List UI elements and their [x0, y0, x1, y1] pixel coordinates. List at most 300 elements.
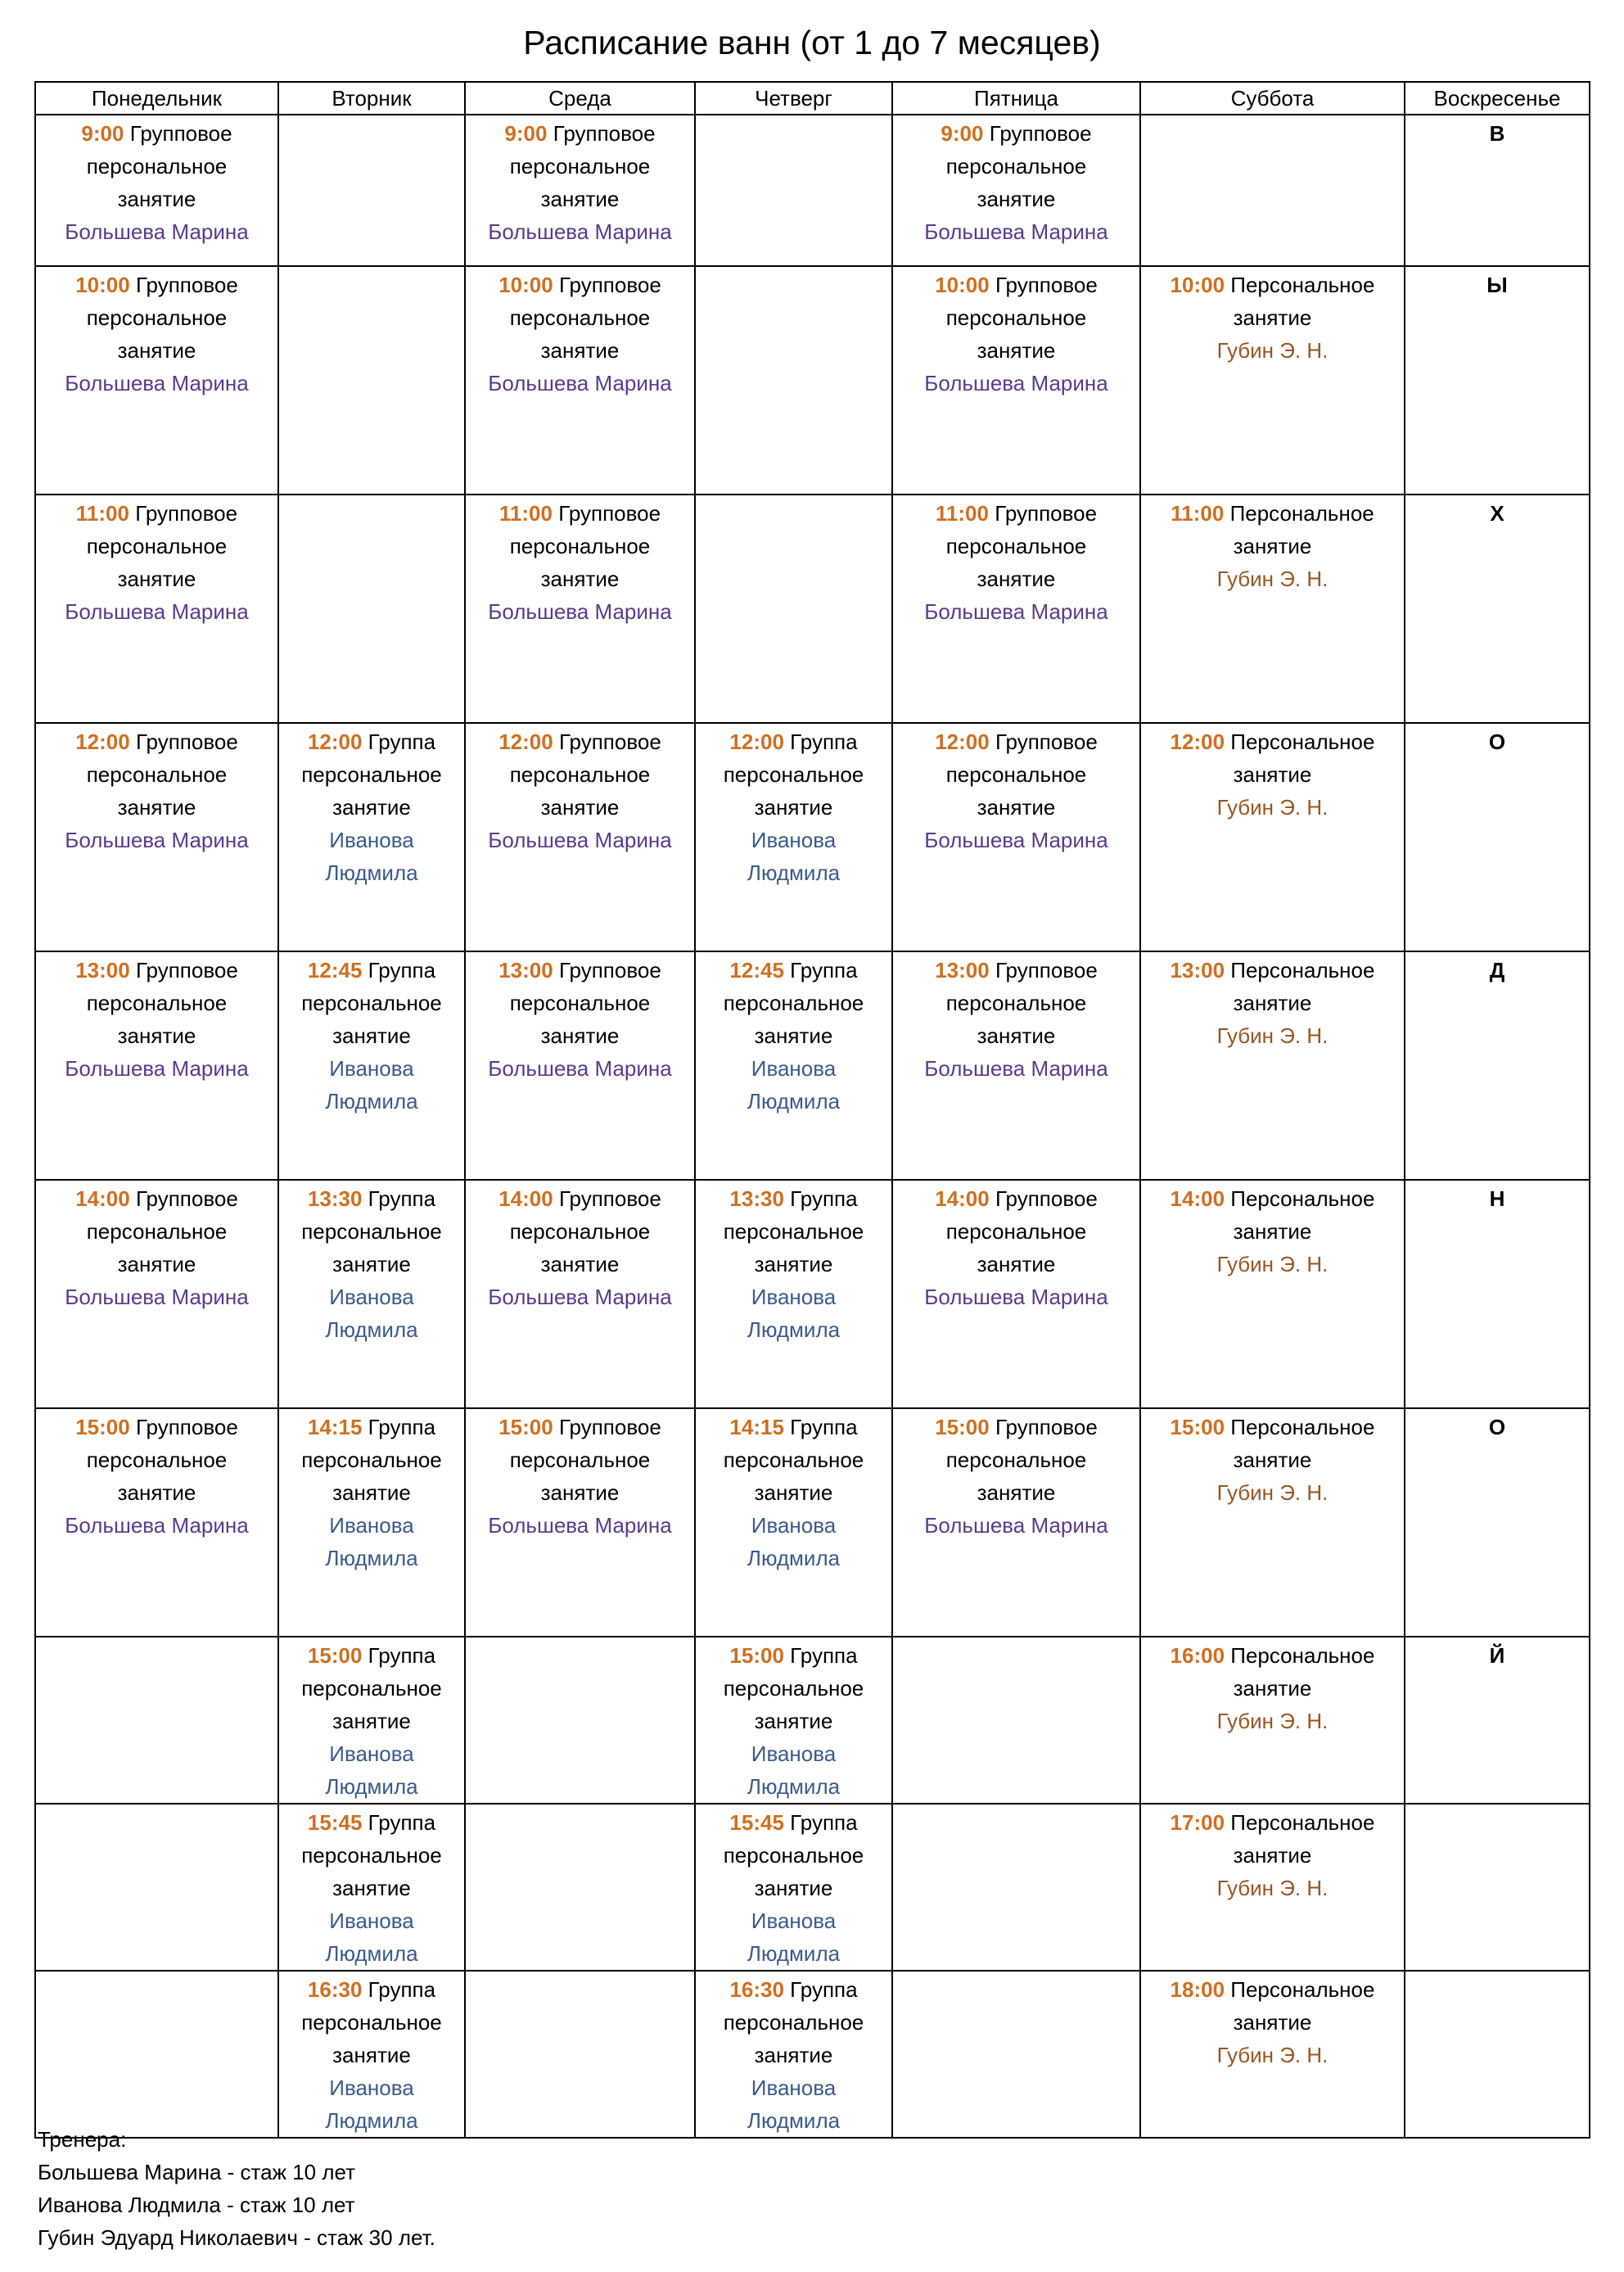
session-desc: занятие — [332, 1480, 411, 1505]
session-title-line — [1141, 1806, 1404, 1839]
session-title-line — [279, 1411, 464, 1443]
session-title-line — [466, 954, 694, 987]
session-title-line — [279, 1973, 464, 2006]
day-off-letter: Д — [1405, 951, 1590, 1180]
session-type: Персональное — [1230, 1643, 1375, 1668]
trainer-name: Иванова — [329, 1908, 414, 1933]
session-desc: занятие — [754, 795, 833, 820]
session-desc: занятие — [540, 795, 620, 820]
session-type: Групповое — [995, 273, 1098, 297]
session-type: Групповое — [135, 1186, 238, 1211]
session-cell — [278, 1180, 465, 1408]
session-desc: персональное — [86, 762, 228, 787]
session-type: Групповое — [129, 121, 232, 146]
session-cell — [465, 266, 695, 495]
session-title-line — [36, 954, 277, 987]
session-time: 14:00 — [75, 1186, 130, 1211]
session-type: Групповое — [135, 273, 238, 297]
session-desc: занятие — [1233, 1448, 1312, 1472]
session-desc: персональное — [509, 1448, 651, 1472]
session-time: 15:45 — [729, 1810, 784, 1835]
session-desc: занятие — [754, 1709, 833, 1733]
session-cell — [278, 1637, 465, 1804]
session-title-line — [1141, 954, 1404, 987]
session-time: 12:45 — [307, 958, 363, 982]
session-time: 11:00 — [1171, 501, 1225, 526]
session-cell — [892, 723, 1140, 951]
session-type: Группа — [790, 1186, 858, 1211]
trainer-name: Людмила — [747, 1546, 841, 1570]
session-time: 14:15 — [307, 1415, 363, 1439]
session-type: Персональное — [1230, 273, 1375, 297]
session-desc: занятие — [1233, 1843, 1312, 1868]
trainer-name: Людмила — [325, 1089, 418, 1113]
session-cell — [695, 1637, 892, 1804]
session-cell — [278, 1971, 465, 2138]
session-desc: персональное — [301, 1448, 442, 1472]
session-cell — [35, 115, 278, 266]
trainer-name: Большева Марина — [488, 219, 672, 244]
session-desc: занятие — [754, 1252, 833, 1276]
session-desc: занятие — [117, 795, 196, 820]
session-type: Групповое — [558, 958, 661, 982]
session-desc: персональное — [509, 762, 651, 787]
session-time: 14:00 — [498, 1186, 553, 1211]
session-desc: занятие — [977, 338, 1056, 363]
trainer-name: Большева Марина — [488, 828, 672, 852]
trainer-name: Иванова — [329, 1513, 414, 1538]
session-type: Группа — [368, 1643, 436, 1668]
session-title-line — [893, 497, 1139, 530]
session-desc: занятие — [754, 2043, 833, 2067]
session-time: 15:00 — [935, 1415, 990, 1439]
session-cell — [465, 1408, 695, 1637]
session-time: 13:30 — [307, 1186, 363, 1211]
trainer-name: Большева Марина — [924, 1513, 1108, 1538]
trainer-name: Большева Марина — [488, 371, 672, 395]
trainer-name: Большева Марина — [924, 599, 1108, 624]
session-desc: персональное — [86, 534, 228, 558]
session-title-line — [36, 269, 277, 301]
session-desc: персональное — [723, 762, 864, 787]
session-type: Группа — [368, 1977, 436, 2002]
session-cell — [695, 723, 892, 951]
header-saturday: Суббота — [1140, 82, 1405, 115]
session-type: Групповое — [989, 121, 1092, 146]
session-cell — [35, 266, 278, 495]
trainer-name: Иванова — [329, 1741, 414, 1766]
session-type: Групповое — [553, 121, 656, 146]
schedule-row — [35, 495, 1590, 723]
session-desc: занятие — [540, 1023, 620, 1048]
session-cell — [892, 266, 1140, 495]
session-desc: персональное — [945, 305, 1087, 330]
session-title-line — [1141, 1973, 1404, 2006]
trainer-name: Людмила — [325, 1317, 418, 1342]
header-tuesday: Вторник — [278, 82, 465, 115]
schedule-row — [35, 1180, 1590, 1408]
session-time: 10:00 — [1170, 273, 1225, 297]
session-cell — [35, 495, 278, 723]
session-cell — [892, 495, 1140, 723]
trainer-name: Людмила — [747, 1774, 841, 1799]
session-time: 12:45 — [729, 958, 784, 982]
session-desc: занятие — [332, 1252, 411, 1276]
session-time: 15:45 — [307, 1810, 363, 1835]
trainer-name: Людмила — [325, 2108, 418, 2133]
trainer-name: Губин Э. Н. — [1216, 795, 1329, 820]
session-desc: занятие — [540, 1252, 620, 1276]
trainer-name: Губин Э. Н. — [1216, 2043, 1329, 2067]
session-cell — [695, 951, 892, 1180]
session-desc: персональное — [509, 305, 651, 330]
session-desc: персональное — [86, 1219, 228, 1244]
session-type: Группа — [790, 1643, 858, 1668]
session-time: 10:00 — [498, 273, 553, 297]
header-monday: Понедельник — [35, 82, 278, 115]
session-type: Персональное — [1230, 1810, 1375, 1835]
session-cell — [1140, 1971, 1405, 2138]
session-desc: персональное — [723, 991, 864, 1015]
trainer-name: Губин Э. Н. — [1216, 1480, 1329, 1505]
session-cell — [1140, 1408, 1405, 1637]
session-time: 9:00 — [81, 121, 124, 146]
session-title-line — [696, 1806, 891, 1839]
session-time: 15:00 — [498, 1415, 553, 1439]
session-type: Группа — [790, 1415, 858, 1439]
session-type: Групповое — [995, 958, 1098, 982]
session-desc: занятие — [754, 1023, 833, 1048]
trainer-name: Иванова — [751, 1741, 837, 1766]
session-cell — [465, 115, 695, 266]
session-type: Группа — [368, 958, 436, 982]
session-title-line — [696, 725, 891, 758]
session-time: 11:00 — [498, 501, 553, 526]
session-title-line — [279, 725, 464, 758]
session-cell — [892, 1180, 1140, 1408]
session-time: 12:00 — [75, 729, 130, 754]
session-cell — [35, 723, 278, 951]
trainer-name: Иванова — [751, 2076, 837, 2100]
trainer-info-gubin: Губин Эдуард Николаевич - стаж 30 лет. — [38, 2225, 435, 2250]
trainer-name: Иванова — [751, 1513, 837, 1538]
schedule-row — [35, 266, 1590, 495]
session-desc: персональное — [945, 991, 1087, 1015]
day-off-letter: Й — [1405, 1637, 1590, 1804]
session-title-line — [466, 725, 694, 758]
session-title-line — [696, 1973, 891, 2006]
empty-cell — [465, 1804, 695, 1971]
session-desc: персональное — [509, 154, 651, 178]
day-off-letter: О — [1405, 723, 1590, 951]
trainer-name: Большева Марина — [65, 371, 249, 395]
schedule-row — [35, 1971, 1590, 2138]
session-time: 13:00 — [935, 958, 990, 982]
trainer-name: Людмила — [747, 1317, 841, 1342]
trainer-name: Большева Марина — [65, 1513, 249, 1538]
session-desc: занятие — [977, 1023, 1056, 1048]
session-cell — [1140, 1637, 1405, 1804]
header-row — [35, 82, 1590, 115]
session-desc: занятие — [117, 187, 196, 211]
trainer-name: Иванова — [329, 1285, 414, 1309]
session-title-line — [36, 117, 277, 150]
session-title-line — [696, 954, 891, 987]
session-cell — [695, 1408, 892, 1637]
trainer-name: Большева Марина — [924, 371, 1108, 395]
schedule-row — [35, 951, 1590, 1180]
session-title-line — [696, 1182, 891, 1215]
session-desc: персональное — [509, 534, 651, 558]
session-type: Групповое — [995, 1186, 1098, 1211]
session-title-line — [466, 1411, 694, 1443]
session-cell — [278, 1408, 465, 1637]
session-type: Группа — [368, 1186, 436, 1211]
session-desc: персональное — [86, 154, 228, 178]
session-title-line — [893, 1411, 1139, 1443]
session-cell — [465, 1180, 695, 1408]
session-time: 17:00 — [1170, 1810, 1225, 1835]
session-desc: занятие — [977, 1252, 1056, 1276]
day-off-letter: Х — [1405, 495, 1590, 723]
session-desc: персональное — [86, 305, 228, 330]
session-time: 12:00 — [1170, 729, 1225, 754]
session-time: 14:00 — [935, 1186, 990, 1211]
trainer-name: Большева Марина — [488, 1513, 672, 1538]
session-type: Персональное — [1230, 1186, 1375, 1211]
header-wednesday: Среда — [465, 82, 695, 115]
session-desc: персональное — [301, 1219, 442, 1244]
trainer-name: Людмила — [325, 860, 418, 885]
session-time: 15:00 — [307, 1643, 363, 1668]
session-desc: персональное — [945, 762, 1087, 787]
empty-cell — [278, 266, 465, 495]
trainer-name: Людмила — [747, 1089, 841, 1113]
empty-cell — [892, 1804, 1140, 1971]
session-desc: персональное — [945, 154, 1087, 178]
session-type: Групповое — [558, 501, 661, 526]
session-desc: занятие — [332, 2043, 411, 2067]
trainer-name: Губин Э. Н. — [1216, 567, 1329, 591]
session-title-line — [1141, 1639, 1404, 1672]
session-time: 14:00 — [1170, 1186, 1225, 1211]
schedule-table — [34, 81, 1590, 2139]
session-desc: занятие — [1233, 991, 1312, 1015]
trainers-footer — [38, 2123, 435, 2254]
day-off-letter: О — [1405, 1408, 1590, 1637]
session-time: 15:00 — [729, 1643, 784, 1668]
session-type: Групповое — [995, 1415, 1098, 1439]
session-desc: занятие — [977, 1480, 1056, 1505]
session-title-line — [279, 1182, 464, 1215]
session-time: 11:00 — [75, 501, 129, 526]
session-title-line — [466, 497, 694, 530]
schedule-row — [35, 115, 1590, 266]
session-desc: персональное — [301, 2010, 442, 2035]
trainer-name: Большева Марина — [924, 828, 1108, 852]
session-title-line — [893, 954, 1139, 987]
trainer-name: Иванова — [751, 828, 837, 852]
trainer-name: Губин Э. Н. — [1216, 1876, 1329, 1900]
session-desc: занятие — [1233, 762, 1312, 787]
session-type: Персональное — [1230, 1977, 1375, 2002]
session-time: 13:00 — [498, 958, 553, 982]
session-time: 13:00 — [75, 958, 130, 982]
trainer-name: Иванова — [751, 1056, 837, 1081]
session-cell — [695, 1804, 892, 1971]
session-time: 9:00 — [504, 121, 548, 146]
trainer-name: Людмила — [747, 2108, 841, 2133]
session-title-line — [893, 725, 1139, 758]
session-cell — [695, 1971, 892, 2138]
trainer-name: Людмила — [747, 1941, 841, 1966]
session-time: 11:00 — [935, 501, 989, 526]
trainer-name: Большева Марина — [488, 1285, 672, 1309]
trainer-info-ivanova: Иванова Людмила - стаж 10 лет — [38, 2193, 355, 2217]
trainer-name: Людмила — [325, 1941, 418, 1966]
session-type: Групповое — [995, 729, 1098, 754]
session-desc: занятие — [332, 1709, 411, 1733]
session-desc: занятие — [332, 1023, 411, 1048]
session-desc: персональное — [723, 1676, 864, 1701]
session-time: 10:00 — [935, 273, 990, 297]
session-desc: персональное — [301, 1843, 442, 1868]
schedule-row — [35, 1804, 1590, 1971]
session-title-line — [893, 117, 1139, 150]
session-time: 12:00 — [307, 729, 363, 754]
session-title-line — [1141, 725, 1404, 758]
session-cell — [892, 115, 1140, 266]
trainer-name: Губин Э. Н. — [1216, 1252, 1329, 1276]
session-cell — [278, 1804, 465, 1971]
session-type: Групповое — [558, 273, 661, 297]
trainer-name: Большева Марина — [924, 219, 1108, 244]
session-type: Персональное — [1230, 1415, 1375, 1439]
trainer-name: Иванова — [751, 1285, 837, 1309]
session-title-line — [1141, 269, 1404, 301]
header-sunday: Воскресенье — [1405, 82, 1590, 115]
session-type: Групповое — [558, 1186, 661, 1211]
session-time: 16:30 — [729, 1977, 784, 2002]
session-title-line — [893, 269, 1139, 301]
empty-cell — [892, 1971, 1140, 2138]
empty-cell — [695, 266, 892, 495]
day-off-letter: Ы — [1405, 266, 1590, 495]
empty-cell — [892, 1637, 1140, 1804]
session-time: 16:00 — [1170, 1643, 1225, 1668]
trainer-name: Людмила — [325, 1546, 418, 1570]
empty-cell — [695, 115, 892, 266]
session-cell — [465, 495, 695, 723]
session-type: Групповое — [135, 501, 238, 526]
trainers-heading: Тренера: — [38, 2127, 127, 2152]
session-type: Группа — [790, 958, 858, 982]
session-desc: занятие — [1233, 305, 1312, 330]
session-time: 14:15 — [729, 1415, 784, 1439]
session-desc: персональное — [509, 1219, 651, 1244]
header-friday: Пятница — [892, 82, 1140, 115]
session-title-line — [279, 1639, 464, 1672]
session-desc: занятие — [117, 1023, 196, 1048]
session-type: Группа — [790, 1810, 858, 1835]
session-time: 9:00 — [941, 121, 984, 146]
session-title-line — [36, 1182, 277, 1215]
session-title-line — [1141, 497, 1404, 530]
day-off-letter: Н — [1405, 1180, 1590, 1408]
session-desc: персональное — [945, 1448, 1087, 1472]
trainer-info-bolsheva: Большева Марина - стаж 10 лет — [38, 2160, 356, 2184]
session-desc: персональное — [723, 2010, 864, 2035]
session-cell — [278, 723, 465, 951]
session-time: 13:30 — [729, 1186, 784, 1211]
session-desc: занятие — [754, 1876, 833, 1900]
session-time: 15:00 — [1170, 1415, 1225, 1439]
session-cell — [1140, 723, 1405, 951]
session-time: 12:00 — [729, 729, 784, 754]
session-desc: занятие — [977, 567, 1056, 591]
session-desc: занятие — [117, 1480, 196, 1505]
session-type: Групповое — [135, 1415, 238, 1439]
session-desc: занятие — [1233, 1219, 1312, 1244]
session-cell — [1140, 266, 1405, 495]
session-time: 13:00 — [1170, 958, 1225, 982]
session-type: Групповое — [995, 501, 1098, 526]
session-title-line — [466, 117, 694, 150]
session-desc: занятие — [540, 187, 620, 211]
trainer-name: Большева Марина — [924, 1285, 1108, 1309]
session-cell — [35, 951, 278, 1180]
trainer-name: Большева Марина — [65, 599, 249, 624]
trainer-name: Иванова — [751, 1908, 837, 1933]
session-cell — [892, 1408, 1140, 1637]
session-desc: занятие — [1233, 1676, 1312, 1701]
session-type: Персональное — [1229, 501, 1374, 526]
session-type: Группа — [368, 1415, 436, 1439]
schedule-row — [35, 1408, 1590, 1637]
trainer-name: Людмила — [747, 860, 841, 885]
session-title-line — [36, 497, 277, 530]
session-desc: занятие — [332, 795, 411, 820]
session-time: 12:00 — [498, 729, 553, 754]
schedule-row — [35, 1637, 1590, 1804]
session-desc: занятие — [117, 338, 196, 363]
session-desc: персональное — [945, 1219, 1087, 1244]
session-cell — [35, 1408, 278, 1637]
trainer-name: Большева Марина — [488, 599, 672, 624]
session-title-line — [466, 1182, 694, 1215]
session-desc: персональное — [86, 1448, 228, 1472]
trainer-name: Большева Марина — [488, 1056, 672, 1081]
session-cell — [892, 951, 1140, 1180]
session-time: 15:00 — [75, 1415, 130, 1439]
session-desc: персональное — [301, 991, 442, 1015]
session-title-line — [466, 269, 694, 301]
session-desc: занятие — [1233, 534, 1312, 558]
session-cell — [465, 723, 695, 951]
session-title-line — [1141, 1182, 1404, 1215]
session-type: Персональное — [1230, 958, 1375, 982]
session-desc: занятие — [117, 1252, 196, 1276]
session-type: Групповое — [558, 1415, 661, 1439]
session-title-line — [279, 1806, 464, 1839]
session-cell — [1140, 1180, 1405, 1408]
day-off-letter — [1405, 1804, 1590, 1971]
session-desc: занятие — [977, 187, 1056, 211]
session-desc: персональное — [945, 534, 1087, 558]
trainer-name: Большева Марина — [65, 1056, 249, 1081]
trainer-name: Большева Марина — [65, 1285, 249, 1309]
session-title-line — [893, 1182, 1139, 1215]
